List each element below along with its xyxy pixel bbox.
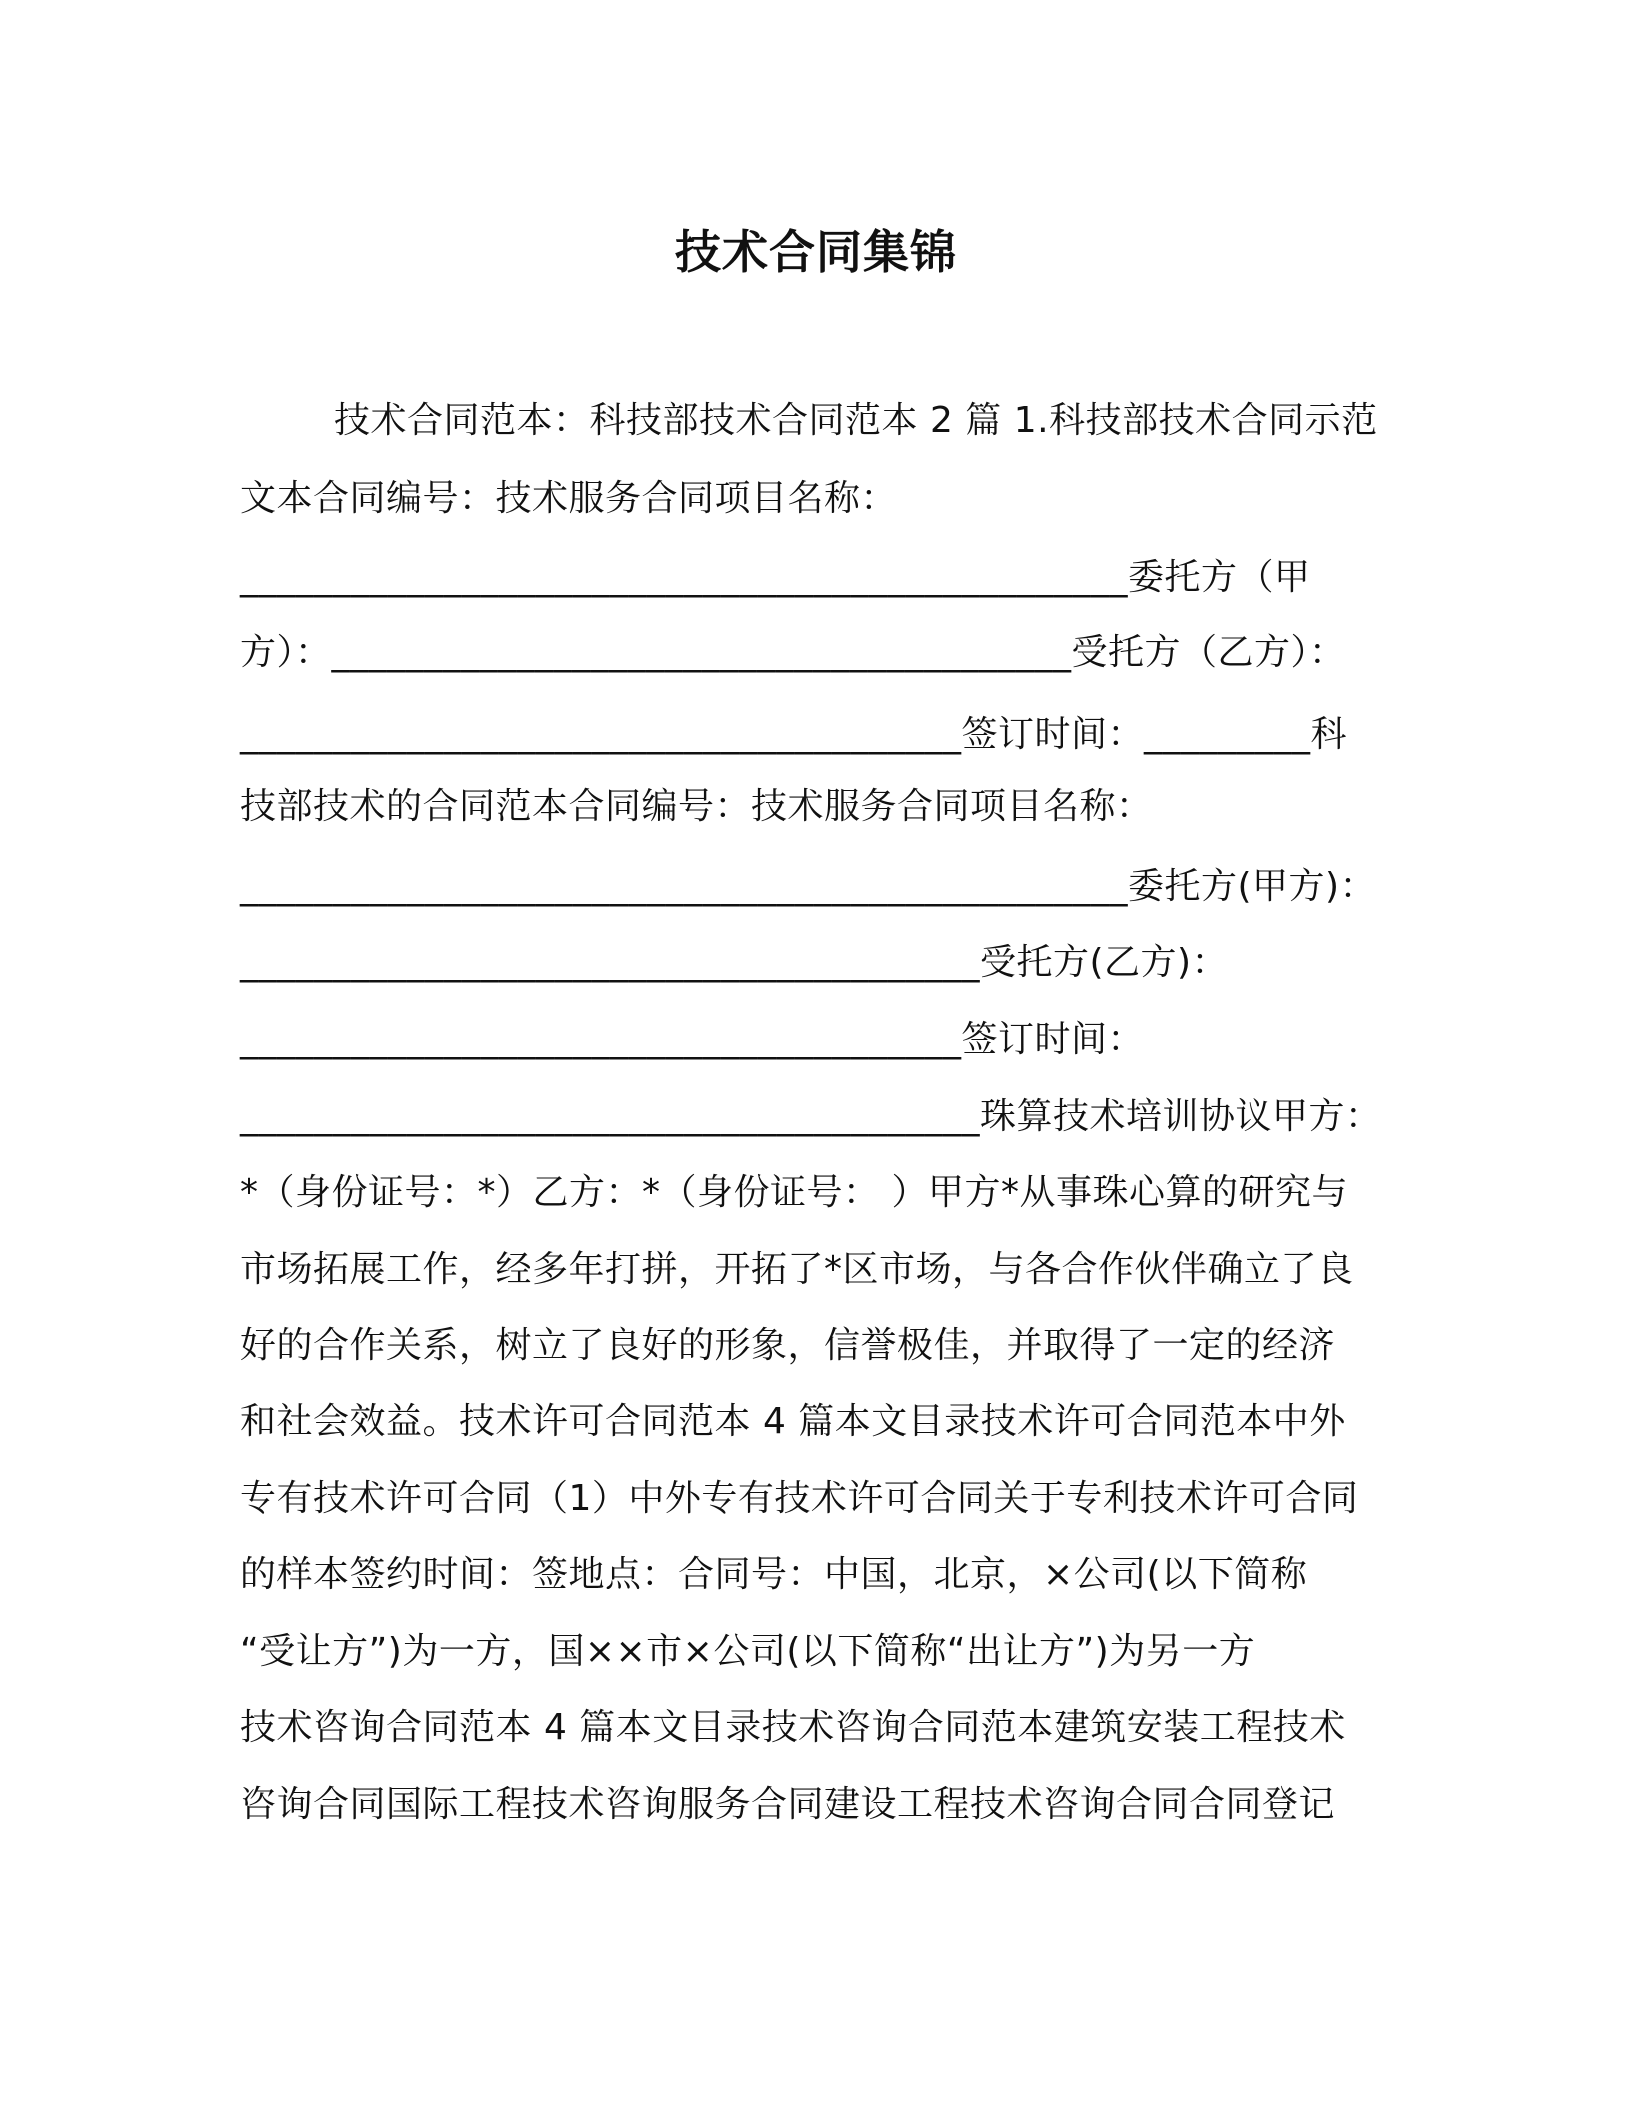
body-line-13: 好的合作关系，树立了良好的形象，信誉极佳，并取得了一定的经济	[240, 1325, 1336, 1366]
body-line-11: *（身份证号：*）乙方：*（身份证号： ）甲方*从事珠心算的研究与	[240, 1172, 1348, 1213]
body-line-15: 专有技术许可合同（1）中外专有技术许可合同关于专利技术许可合同	[240, 1478, 1359, 1519]
body-line-14: 和社会效益。技术许可合同范本 4 篇本文目录技术许可合同范本中外	[240, 1401, 1346, 1442]
body-line-7: ________________________________________________委托方(甲方)：	[240, 866, 1377, 907]
body-line-19: 咨询合同国际工程技术咨询服务合同建设工程技术咨询合同合同登记	[240, 1784, 1336, 1825]
body-line-16: 的样本签约时间：签地点：合同号：中国，北京，×公司(以下简称	[240, 1554, 1308, 1595]
body-line-4: 方）：________________________________________受托方（乙方）：	[240, 632, 1346, 673]
body-line-3: ________________________________________________委托方（甲	[240, 557, 1311, 598]
body-line-6: 技部技术的合同范本合同编号：技术服务合同项目名称：	[240, 786, 1153, 827]
body-line-18: 技术咨询合同范本 4 篇本文目录技术咨询合同范本建筑安装工程技术	[240, 1707, 1346, 1748]
body-line-8: ________________________________________受托方(乙方)：	[240, 942, 1229, 983]
body-line-2: 文本合同编号：技术服务合同项目名称：	[240, 478, 898, 519]
body-line-5: _______________________________________签订时间：_________科	[240, 714, 1347, 755]
body-line-17: “受让方”)为一方，国××市×公司(以下简称“出让方”)为另一方	[240, 1631, 1256, 1672]
body-line-9: _______________________________________签订时间：	[240, 1019, 1145, 1060]
body-line-12: 市场拓展工作，经多年打拼，开拓了*区市场，与各合作伙伴确立了良	[240, 1249, 1354, 1290]
body-line-10: ________________________________________珠算技术培训协议甲方：	[240, 1096, 1382, 1137]
body-line-1: 技术合同范本：科技部技术合同范本 2 篇 1.科技部技术合同示范	[334, 400, 1378, 441]
document-title: 技术合同集锦	[675, 225, 957, 279]
